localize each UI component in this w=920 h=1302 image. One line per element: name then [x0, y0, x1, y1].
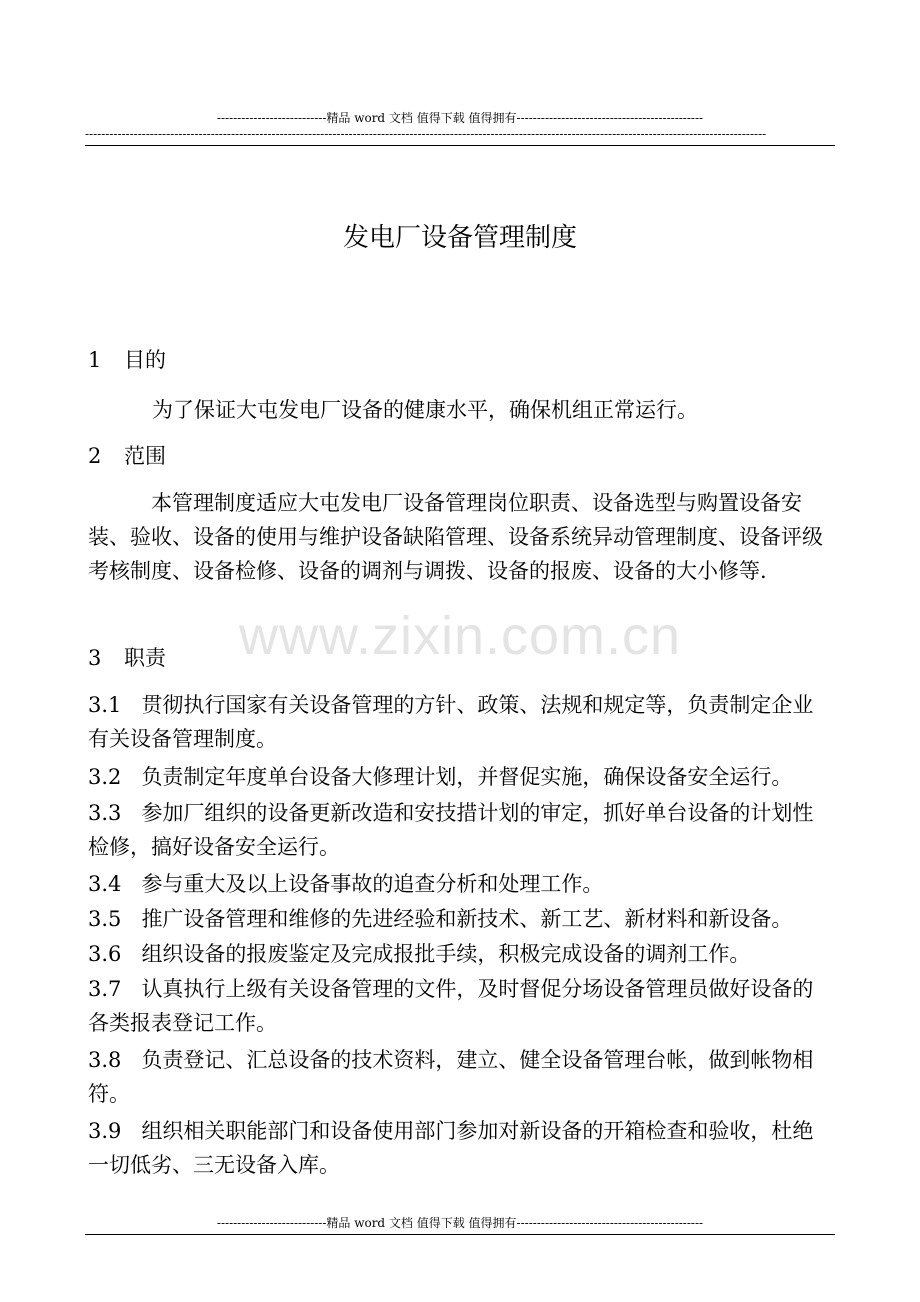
- section-number: 1: [88, 348, 102, 372]
- header-dash-line: ------------------------------------------------------------------------------------------------------------------------------------------------------------------------: [85, 127, 767, 141]
- footer-rule: [85, 1234, 835, 1235]
- section-body-purpose: 为了保证大屯发电厂设备的健康水平，确保机组正常运行。: [152, 398, 698, 422]
- duty-item-number: 3.4: [88, 872, 122, 896]
- watermark: www.zixin.com.cn: [238, 606, 682, 666]
- duty-item: [88, 1043, 834, 1111]
- duty-item: [88, 688, 834, 756]
- duty-item: [88, 972, 834, 1040]
- duty-item-text: 负责制定年度单台设备大修理计划，并督促实施，确保设备安全运行。: [141, 765, 793, 789]
- section-title: 职责: [124, 646, 166, 670]
- duty-item-text: 参与重大及以上设备事故的追查分析和处理工作。: [141, 872, 604, 896]
- duty-item-text: 推广设备管理和维修的先进经验和新技术、新工艺、新材料和新设备。: [141, 907, 793, 931]
- duty-item-number: 3.6: [88, 942, 122, 966]
- section-title: 目的: [124, 348, 166, 372]
- duty-item-number: 3.2: [88, 765, 122, 789]
- section-number: 3: [88, 646, 102, 670]
- document-title: 发电厂设备管理制度: [342, 223, 577, 253]
- duty-item-number: 3.1: [88, 693, 122, 717]
- duty-item-text: 贯彻执行国家有关设备管理的方针、政策、法规和规定等，负责制定企业有关设备管理制度。: [88, 693, 814, 751]
- duty-item: [88, 867, 834, 901]
- duty-item: [88, 760, 834, 794]
- header-banner: ---------------------------精品 word 文档 值得下载 值得拥有----------------------------------------------: [216, 111, 704, 125]
- duty-item-text: 认真执行上级有关设备管理的文件，及时督促分场设备管理员做好设备的各类报表登记工作。: [88, 977, 814, 1035]
- duty-item-number: 3.9: [88, 1119, 122, 1143]
- section-body-scope: 本管理制度适应大屯发电厂设备管理岗位职责、设备选型与购置设备安装、验收、设备的使用与维护设备缺陷管理、设备系统异动管理制度、设备评级考核制度、设备检修、设备的调剂与调拨、设备的报废、设备的大小修等.: [88, 491, 823, 583]
- duty-item-text: 负责登记、汇总设备的技术资料，建立、健全设备管理台帐，做到帐物相符。: [88, 1048, 814, 1106]
- section-heading-purpose: [88, 345, 166, 375]
- duty-item: [88, 1114, 834, 1182]
- duty-item: [88, 902, 834, 936]
- duty-item-number: 3.7: [88, 977, 122, 1001]
- duty-item-text: 参加厂组织的设备更新改造和安技措计划的审定，抓好单台设备的计划性检修，搞好设备安全运行。: [88, 801, 814, 859]
- duty-item-number: 3.3: [88, 801, 122, 825]
- footer-banner: ---------------------------精品 word 文档 值得下载 值得拥有----------------------------------------------: [216, 1216, 704, 1230]
- section-heading-duties: [88, 643, 166, 673]
- section-title: 范围: [124, 444, 166, 468]
- duty-item-text: 组织相关职能部门和设备使用部门参加对新设备的开箱检查和验收，杜绝一切低劣、三无设备入库。: [88, 1119, 814, 1177]
- header-rule: [85, 145, 835, 146]
- duty-item-text: 组织设备的报废鉴定及完成报批手续，积极完成设备的调剂工作。: [141, 942, 751, 966]
- duty-item-number: 3.5: [88, 907, 122, 931]
- duty-item-number: 3.8: [88, 1048, 122, 1072]
- section-number: 2: [88, 444, 102, 468]
- duty-item: [88, 937, 834, 971]
- duty-item: [88, 796, 834, 864]
- section-heading-scope: [88, 441, 166, 471]
